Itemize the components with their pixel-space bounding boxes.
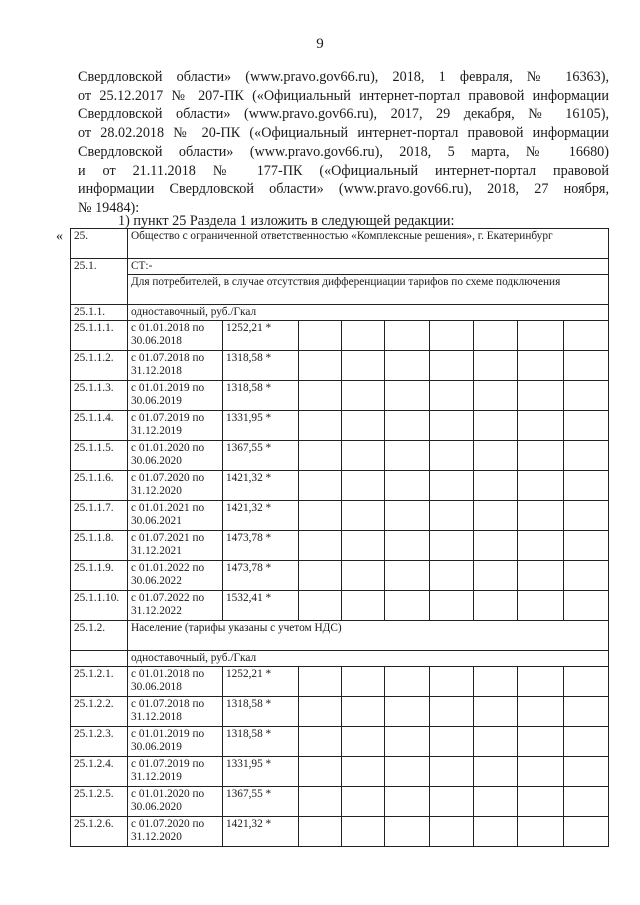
row-number: 25.1.1.4.: [71, 411, 128, 441]
empty-cell: [430, 591, 474, 621]
empty-cell: [518, 321, 564, 351]
empty-cell: [342, 411, 385, 441]
empty-cell: [518, 351, 564, 381]
table-row: [71, 651, 609, 667]
period-cell: с 01.07.2020 по 31.12.2020: [128, 817, 223, 847]
empty-cell: [342, 321, 385, 351]
empty-cell: [564, 411, 609, 441]
empty-cell: [299, 441, 342, 471]
empty-cell: [474, 787, 518, 817]
empty-cell: [564, 727, 609, 757]
empty-cell: [474, 471, 518, 501]
empty-cell: [299, 697, 342, 727]
table-row: [71, 259, 609, 275]
empty-cell: [564, 531, 609, 561]
heating-system: СТ:-: [128, 259, 609, 275]
tariff-value: 1367,55 *: [223, 441, 299, 471]
tariff-value: 1473,78 *: [223, 561, 299, 591]
intro-line: информации Свердловской области» (www.pravo.gov66.ru), 2018, 27 ноября,: [78, 181, 609, 198]
empty-cell: [564, 817, 609, 847]
empty-cell: [430, 351, 474, 381]
empty-cell: [474, 561, 518, 591]
row-number: 25.1.1.1.: [71, 321, 128, 351]
empty-cell: [385, 727, 430, 757]
tariff-row: [71, 667, 609, 697]
row-number: 25.1.2.5.: [71, 787, 128, 817]
empty-cell: [342, 817, 385, 847]
page-number: 9: [316, 36, 324, 52]
empty-cell: [430, 531, 474, 561]
intro-line: Свердловской области» (www.pravo.gov66.ru), 2018, 5 марта, № 16680): [78, 143, 609, 160]
empty-cell: [430, 697, 474, 727]
empty-cell: [518, 531, 564, 561]
empty-cell: [564, 351, 609, 381]
empty-cell: [299, 787, 342, 817]
empty-cell: [430, 441, 474, 471]
row-number: 25.1.2.4.: [71, 757, 128, 787]
intro-line: от 25.12.2017 № 207-ПК («Официальный интернет-портал правовой информации: [78, 87, 609, 104]
empty-cell: [385, 381, 430, 411]
empty-cell: [518, 591, 564, 621]
period-cell: с 01.01.2020 по 30.06.2020: [128, 787, 223, 817]
empty-cell: [430, 667, 474, 697]
row-number: 25.1.2.: [71, 621, 128, 651]
tariff-row: [71, 351, 609, 381]
empty-cell: [342, 697, 385, 727]
tariff-value: 1318,58 *: [223, 727, 299, 757]
empty-cell: [385, 817, 430, 847]
period-cell: с 01.01.2018 по 30.06.2018: [128, 321, 223, 351]
empty-cell: [474, 667, 518, 697]
opening-quote: «: [56, 229, 63, 244]
tariff-row: [71, 531, 609, 561]
empty-cell: [518, 817, 564, 847]
tariff-value: 1318,58 *: [223, 351, 299, 381]
intro-paragraph: [78, 68, 609, 218]
empty-cell: [474, 351, 518, 381]
empty-cell: [299, 471, 342, 501]
intro-line: от 28.02.2018 № 20-ПК («Официальный интернет-портал правовой информации: [78, 125, 609, 142]
period-cell: с 01.01.2020 по 30.06.2020: [128, 441, 223, 471]
tariff-row: [71, 757, 609, 787]
tariff-value: 1331,95 *: [223, 757, 299, 787]
table-row: [71, 275, 609, 305]
empty-cell: [430, 471, 474, 501]
empty-cell: [518, 501, 564, 531]
empty-cell: [430, 411, 474, 441]
empty-cell: [299, 351, 342, 381]
tariff-table: [70, 228, 609, 847]
empty-cell: [299, 411, 342, 441]
empty-cell: [564, 697, 609, 727]
empty-cell: [518, 697, 564, 727]
row-number: 25.1.1.3.: [71, 381, 128, 411]
tariff-row: [71, 381, 609, 411]
table-row: [71, 229, 609, 259]
row-number: 25.1.1.5.: [71, 441, 128, 471]
empty-cell: [518, 411, 564, 441]
tariff-value: 1473,78 *: [223, 531, 299, 561]
tariff-row: [71, 817, 609, 847]
tariff-value: 1318,58 *: [223, 381, 299, 411]
empty-cell: [430, 501, 474, 531]
row-number: 25.1.2.3.: [71, 727, 128, 757]
rate-type: одноставочный, руб./Гкал: [128, 305, 609, 321]
empty-cell: [518, 381, 564, 411]
period-cell: с 01.07.2020 по 31.12.2020: [128, 471, 223, 501]
empty-cell: [385, 757, 430, 787]
empty-cell: [474, 591, 518, 621]
tariff-row: [71, 787, 609, 817]
tariff-value: 1331,95 *: [223, 411, 299, 441]
population-group: Население (тарифы указаны с учетом НДС): [128, 621, 609, 651]
empty-cell: [342, 591, 385, 621]
empty-cell: [430, 727, 474, 757]
row-number: 25.1.2.6.: [71, 817, 128, 847]
empty-cell: [564, 757, 609, 787]
intro-line: и от 21.11.2018 № 177-ПК («Официальный интернет-портал правовой: [78, 162, 609, 179]
empty-cell: [342, 501, 385, 531]
empty-cell: [564, 667, 609, 697]
empty-cell: [385, 697, 430, 727]
row-number: 25.1.1.: [71, 305, 128, 321]
empty-cell: [430, 561, 474, 591]
empty-cell: [299, 381, 342, 411]
empty-cell: [564, 591, 609, 621]
empty-cell: [299, 501, 342, 531]
empty-cell: [564, 441, 609, 471]
row-number: 25.1.1.7.: [71, 501, 128, 531]
period-cell: с 01.07.2018 по 31.12.2018: [128, 697, 223, 727]
consumer-group: Для потребителей, в случае отсутствия дифференциации тарифов по схеме подключения: [128, 275, 609, 305]
empty-cell: [299, 321, 342, 351]
empty-cell: [474, 817, 518, 847]
empty-cell: [564, 471, 609, 501]
amendment-point: 1) пункт 25 Раздела 1 изложить в следующей редакции:: [118, 213, 455, 229]
empty-cell: [385, 787, 430, 817]
empty-cell: [385, 667, 430, 697]
tariff-row: [71, 697, 609, 727]
empty-cell: [385, 501, 430, 531]
tariff-row: [71, 321, 609, 351]
tariff-row: [71, 471, 609, 501]
empty-cell: [342, 441, 385, 471]
tariff-value: 1421,32 *: [223, 501, 299, 531]
empty-cell: [474, 501, 518, 531]
row-number: 25.1.2.2.: [71, 697, 128, 727]
row-number: 25.1.2.1.: [71, 667, 128, 697]
period-cell: с 01.01.2018 по 30.06.2018: [128, 667, 223, 697]
tariff-row: [71, 441, 609, 471]
period-cell: с 01.07.2021 по 31.12.2021: [128, 531, 223, 561]
row-number: 25.1.1.2.: [71, 351, 128, 381]
empty-cell: [299, 727, 342, 757]
row-number: 25.1.1.8.: [71, 531, 128, 561]
empty-cell: [474, 531, 518, 561]
empty-cell: [342, 351, 385, 381]
tariff-value: 1252,21 *: [223, 667, 299, 697]
period-cell: с 01.01.2019 по 30.06.2019: [128, 381, 223, 411]
intro-line: Свердловской области» (www.pravo.gov66.ru), 2018, 1 февраля, № 16363),: [78, 69, 609, 85]
empty-cell: [385, 531, 430, 561]
tariff-row: [71, 591, 609, 621]
table-row: [71, 305, 609, 321]
tariff-value: 1532,41 *: [223, 591, 299, 621]
empty-cell: [430, 817, 474, 847]
tariff-value: 1421,32 *: [223, 817, 299, 847]
row-number: 25.1.1.6.: [71, 471, 128, 501]
empty-cell: [474, 727, 518, 757]
tariff-row: [71, 561, 609, 591]
tariff-value: 1318,58 *: [223, 697, 299, 727]
row-number-empty: [71, 651, 128, 667]
empty-cell: [564, 787, 609, 817]
empty-cell: [342, 561, 385, 591]
rate-type: одноставочный, руб./Гкал: [128, 651, 609, 667]
empty-cell: [299, 667, 342, 697]
empty-cell: [518, 787, 564, 817]
empty-cell: [385, 411, 430, 441]
empty-cell: [385, 591, 430, 621]
empty-cell: [299, 561, 342, 591]
empty-cell: [518, 561, 564, 591]
empty-cell: [518, 757, 564, 787]
row-number: 25.1.1.9.: [71, 561, 128, 591]
empty-cell: [385, 321, 430, 351]
empty-cell: [430, 757, 474, 787]
empty-cell: [342, 757, 385, 787]
empty-cell: [342, 471, 385, 501]
period-cell: с 01.07.2019 по 31.12.2019: [128, 411, 223, 441]
empty-cell: [342, 667, 385, 697]
empty-cell: [518, 727, 564, 757]
empty-cell: [299, 757, 342, 787]
empty-cell: [474, 697, 518, 727]
tariff-value: 1252,21 *: [223, 321, 299, 351]
empty-cell: [474, 381, 518, 411]
row-number: 25.1.: [71, 259, 128, 305]
empty-cell: [430, 321, 474, 351]
tariff-row: [71, 727, 609, 757]
empty-cell: [518, 441, 564, 471]
period-cell: с 01.01.2022 по 30.06.2022: [128, 561, 223, 591]
empty-cell: [385, 351, 430, 381]
empty-cell: [430, 787, 474, 817]
empty-cell: [299, 531, 342, 561]
row-number: 25.1.1.10.: [71, 591, 128, 621]
period-cell: с 01.07.2019 по 31.12.2019: [128, 757, 223, 787]
period-cell: с 01.01.2019 по 30.06.2019: [128, 727, 223, 757]
empty-cell: [430, 381, 474, 411]
period-cell: с 01.07.2022 по 31.12.2022: [128, 591, 223, 621]
empty-cell: [564, 381, 609, 411]
empty-cell: [342, 787, 385, 817]
period-cell: с 01.01.2021 по 30.06.2021: [128, 501, 223, 531]
empty-cell: [299, 591, 342, 621]
intro-line: № 19484):: [78, 199, 140, 216]
empty-cell: [385, 471, 430, 501]
empty-cell: [342, 727, 385, 757]
empty-cell: [385, 561, 430, 591]
empty-cell: [518, 667, 564, 697]
intro-line: Свердловской области» (www.pravo.gov66.ru), 2017, 29 декабря, № 16105),: [78, 106, 609, 123]
empty-cell: [564, 561, 609, 591]
table-row: [71, 621, 609, 651]
tariff-table-body: [71, 229, 609, 847]
empty-cell: [474, 411, 518, 441]
period-cell: с 01.07.2018 по 31.12.2018: [128, 351, 223, 381]
empty-cell: [474, 757, 518, 787]
empty-cell: [342, 531, 385, 561]
empty-cell: [474, 441, 518, 471]
tariff-row: [71, 501, 609, 531]
empty-cell: [518, 471, 564, 501]
organization-name: Общество с ограниченной ответственностью «Комплексные решения», г. Екатеринбург: [128, 229, 609, 259]
empty-cell: [342, 381, 385, 411]
empty-cell: [474, 321, 518, 351]
empty-cell: [385, 441, 430, 471]
tariff-value: 1421,32 *: [223, 471, 299, 501]
row-number: 25.: [71, 229, 128, 259]
tariff-row: [71, 411, 609, 441]
tariff-value: 1367,55 *: [223, 787, 299, 817]
empty-cell: [299, 817, 342, 847]
empty-cell: [564, 321, 609, 351]
empty-cell: [564, 501, 609, 531]
